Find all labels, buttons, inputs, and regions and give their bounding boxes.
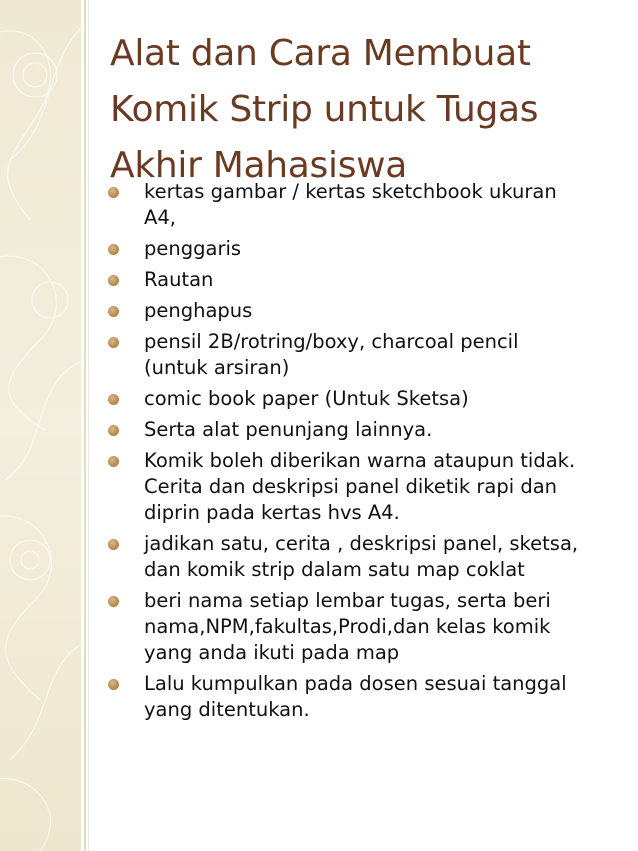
bullet-text-line: beri nama setiap lembar tugas, serta beri bbox=[144, 589, 551, 612]
bullet-icon bbox=[108, 539, 119, 550]
bullet-text-line: Komik boleh diberikan warna ataupun tidak. bbox=[144, 449, 576, 472]
bullet-text-line: Cerita dan deskripsi panel diketik rapi dan bbox=[144, 475, 558, 498]
bullet-text-line: pensil 2B/rotring/boxy, charcoal pencil bbox=[144, 330, 519, 353]
bullet-text-line: A4, bbox=[144, 206, 176, 229]
bullet-text-line: penghapus bbox=[144, 299, 253, 322]
bullet-text-line: yang ditentukan. bbox=[144, 698, 310, 721]
decorative-side-panel bbox=[0, 0, 81, 851]
bullet-item bbox=[108, 329, 618, 381]
bullet-text-line: diprin pada kertas hvs A4. bbox=[144, 501, 400, 524]
bullet-text-line: comic book paper (Untuk Sketsa) bbox=[144, 387, 469, 410]
bullet-icon bbox=[108, 596, 119, 607]
swirl-ornament-icon bbox=[0, 0, 81, 851]
bullet-icon bbox=[108, 456, 119, 467]
title-line: Akhir Mahasiswa bbox=[110, 145, 408, 186]
bullet-icon bbox=[108, 306, 119, 317]
bullet-item bbox=[108, 179, 618, 231]
divider-line bbox=[84, 0, 86, 851]
bullet-item bbox=[108, 417, 618, 443]
bullet-icon bbox=[108, 337, 119, 348]
bullet-text-line: jadikan satu, cerita , deskripsi panel, sketsa, bbox=[144, 532, 579, 555]
bullet-icon bbox=[108, 187, 119, 198]
bullet-text-line: penggaris bbox=[144, 237, 242, 260]
bullet-text-line: yang anda ikuti pada map bbox=[144, 641, 400, 664]
bullet-text-line: Serta alat penunjang lainnya. bbox=[144, 418, 433, 441]
bullet-item bbox=[108, 671, 618, 723]
bullet-icon bbox=[108, 425, 119, 436]
slide-title bbox=[110, 26, 620, 194]
bullet-item bbox=[108, 236, 618, 262]
bullet-icon bbox=[108, 275, 119, 286]
title-line: Komik Strip untuk Tugas bbox=[110, 89, 539, 130]
divider-line-inner bbox=[88, 0, 89, 851]
bullet-item bbox=[108, 448, 618, 526]
bullet-text-line: (untuk arsiran) bbox=[144, 356, 290, 379]
bullet-item bbox=[108, 588, 618, 666]
bullet-icon bbox=[108, 394, 119, 405]
bullet-item bbox=[108, 531, 618, 583]
bullet-text-line: dan komik strip dalam satu map coklat bbox=[144, 558, 525, 581]
bullet-icon bbox=[108, 679, 119, 690]
bullet-item bbox=[108, 386, 618, 412]
bullet-text-line: kertas gambar / kertas sketchbook ukuran bbox=[144, 180, 557, 203]
bullet-item bbox=[108, 298, 618, 324]
bullet-text-line: nama,NPM,fakultas,Prodi,dan kelas komik bbox=[144, 615, 551, 638]
bullet-list bbox=[108, 179, 618, 728]
bullet-item bbox=[108, 267, 618, 293]
bullet-icon bbox=[108, 244, 119, 255]
title-line: Alat dan Cara Membuat bbox=[110, 33, 531, 74]
bullet-text-line: Lalu kumpulkan pada dosen sesuai tanggal bbox=[144, 672, 567, 695]
bullet-text-line: Rautan bbox=[144, 268, 214, 291]
